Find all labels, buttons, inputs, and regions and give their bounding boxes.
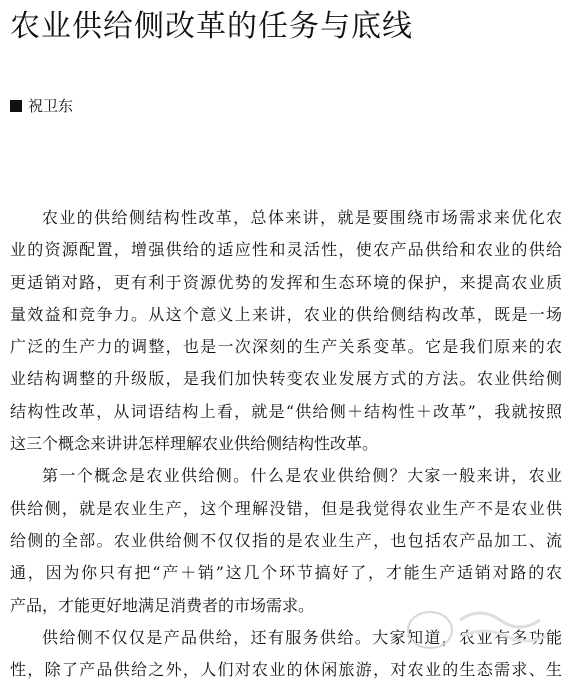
text-line: 第一个概念是农业供给侧。什么是农业供给侧？大家一般来讲，农业 — [42, 466, 562, 486]
text-line: 产品，才能更好地满足消费者的市场需求。 — [10, 595, 315, 615]
text-line: 性，除了产品供给之外，人们对农业的休闲旅游，对农业的生态需求、生 — [10, 660, 562, 680]
article-title: 农业供给侧改革的任务与底线 — [10, 9, 413, 44]
author-name: 祝卫东 — [28, 97, 74, 115]
text-line: 给侧的全部。农业供给侧不仅仅指的是农业生产，也包括农产品加工、流 — [10, 530, 562, 550]
text-line: 供给侧，就是农业生产，这个理解没错，但是我觉得农业生产不是农业供 — [10, 498, 562, 518]
text-line: 量效益和竞争力。从这个意义上来讲，农业的供给侧结构改革，既是一场 — [10, 304, 562, 324]
text-line: 结构性改革，从词语结构上看，就是“供给侧＋结构性＋改革”，我就按照 — [10, 401, 562, 421]
text-line: 更适销对路，更有利于资源优势的发挥和生态环境的保护，来提高农业质 — [10, 272, 562, 292]
byline — [10, 96, 73, 116]
text-line: 业结构调整的升级版，是我们加快转变农业发展方式的方法。农业供给侧 — [10, 369, 562, 389]
text-line: 供给侧不仅仅是产品供给，还有服务供给。大家知道，农业有多功能 — [42, 627, 562, 647]
text-line: 业的资源配置，增强供给的适应性和灵活性，使农产品供给和农业的供给 — [10, 240, 562, 260]
text-line: 农业的供给侧结构性改革，总体来讲，就是要围绕市场需求来优化农 — [42, 208, 562, 227]
text-line: 这三个概念来讲讲怎样理解农业供给侧结构性改革。 — [10, 434, 379, 454]
byline-square-icon — [10, 100, 22, 112]
text-line: 广泛的生产力的调整，也是一次深刻的生产关系变革。它是我们原来的农 — [10, 337, 562, 357]
text-line: 通，因为你只有把“产＋销”这几个环节搞好了，才能生产适销对路的农 — [10, 563, 562, 583]
article-body — [10, 202, 562, 686]
